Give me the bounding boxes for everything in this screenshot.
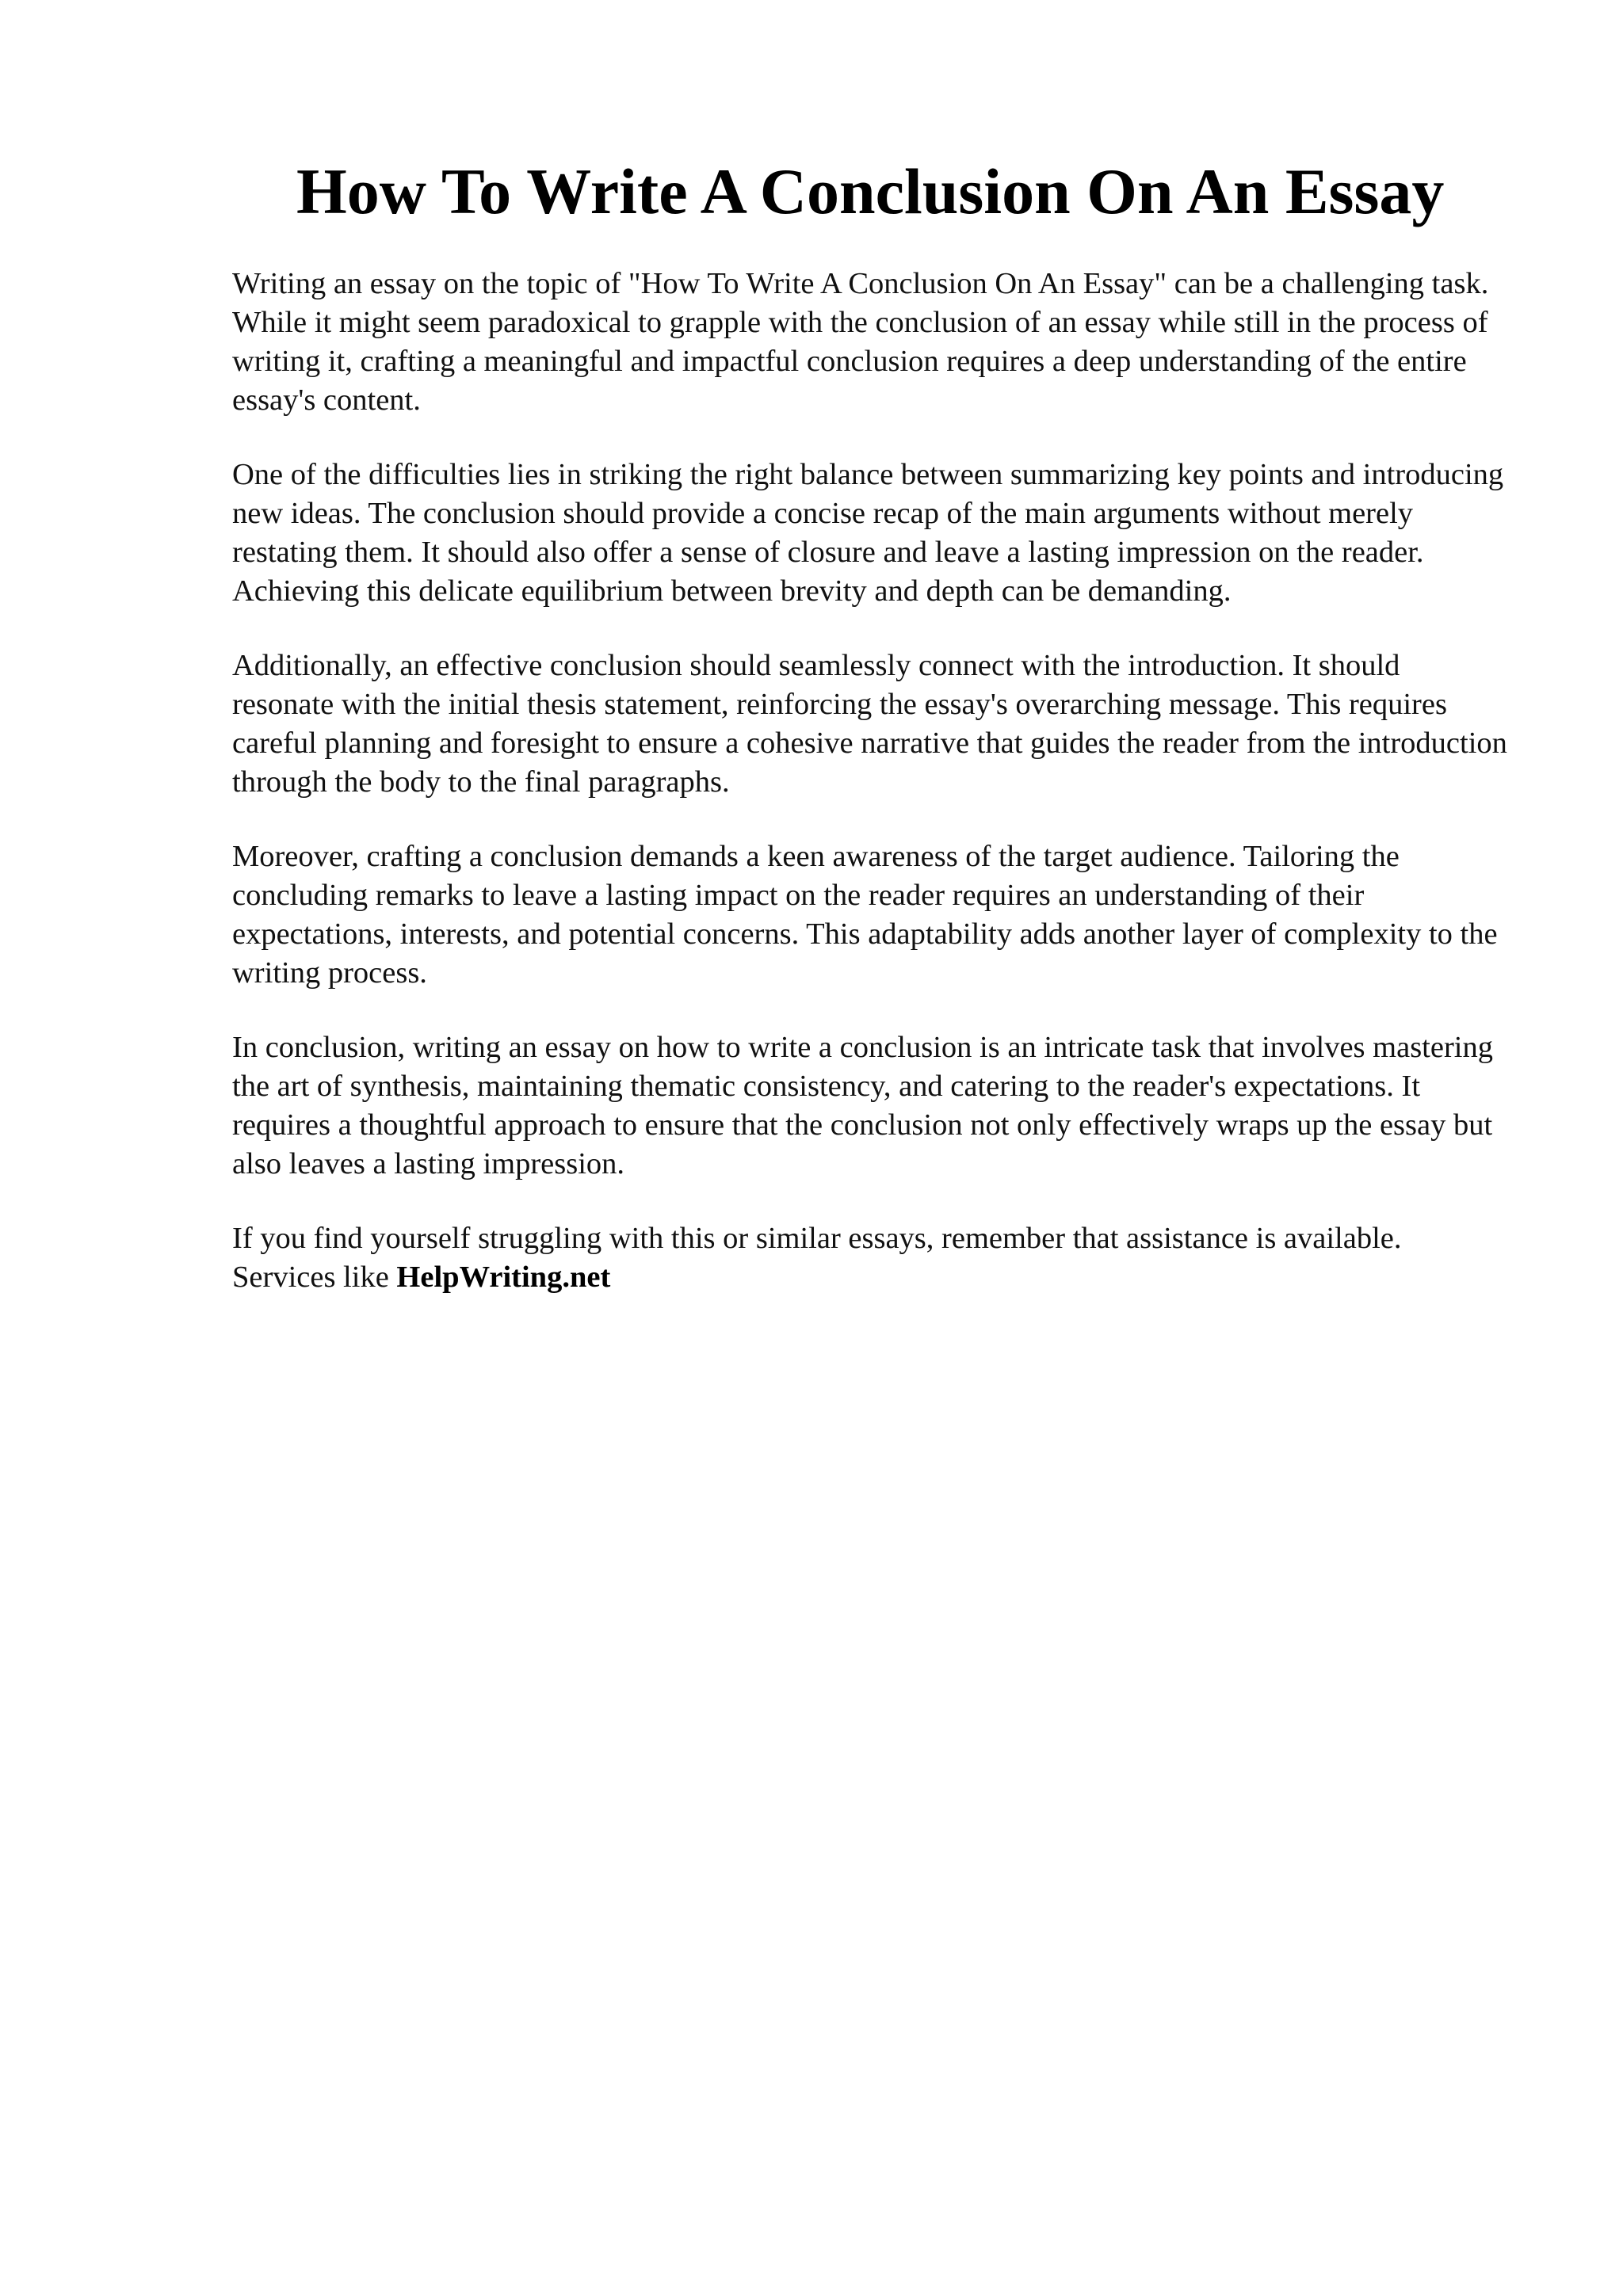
helpwriting-link[interactable]: HelpWriting.net <box>396 1261 611 1294</box>
page-title: How To Write A Conclusion On An Essay <box>296 155 1445 227</box>
closing-text: If you find yourself struggling with this or similar essays, remember that assistance is available. Services like <box>232 1222 1402 1294</box>
document-body <box>232 265 1508 1333</box>
paragraph-summary: In conclusion, writing an essay on how to write a conclusion is an intricate task that involves mastering the art of synthesis, maintaining thematic consistency, and catering to the reader's expectations. It requires a thoughtful approach to ensure that the conclusion not only effectively wraps up the essay but also leaves a lasting impression. <box>232 1031 1493 1180</box>
paragraph-difficulties: One of the difficulties lies in striking the right balance between summarizing key points and introducing new ideas. The conclusion should provide a concise recap of the main arguments without merely restating them. It should also offer a sense of closure and leave a lasting impression on the reader. Achieving this delicate equilibrium between brevity and depth can be demanding. <box>232 458 1504 608</box>
paragraph-intro: Writing an essay on the topic of "How To Write A Conclusion On An Essay" can be a challenging task. While it might seem paradoxical to grapple with the conclusion of an essay while still in the process of writing it, crafting a meaningful and impactful conclusion requires a deep understanding of the entire essay's content. <box>232 267 1489 417</box>
paragraph-audience: Moreover, crafting a conclusion demands a keen awareness of the target audience. Tailoring the concluding remarks to leave a lasting impact on the reader requires an understanding of their expectations, interests, and potential concerns. This adaptability adds another layer of complexity to the writing process. <box>232 840 1498 990</box>
paragraph-connection: Additionally, an effective conclusion should seamlessly connect with the introduction. It should resonate with the initial thesis statement, reinforcing the essay's overarching message. This requires careful planning and foresight to ensure a cohesive narrative that guides the reader from the introduction through the body to the final paragraphs. <box>232 649 1507 799</box>
paragraph-closing <box>232 1219 1508 1297</box>
